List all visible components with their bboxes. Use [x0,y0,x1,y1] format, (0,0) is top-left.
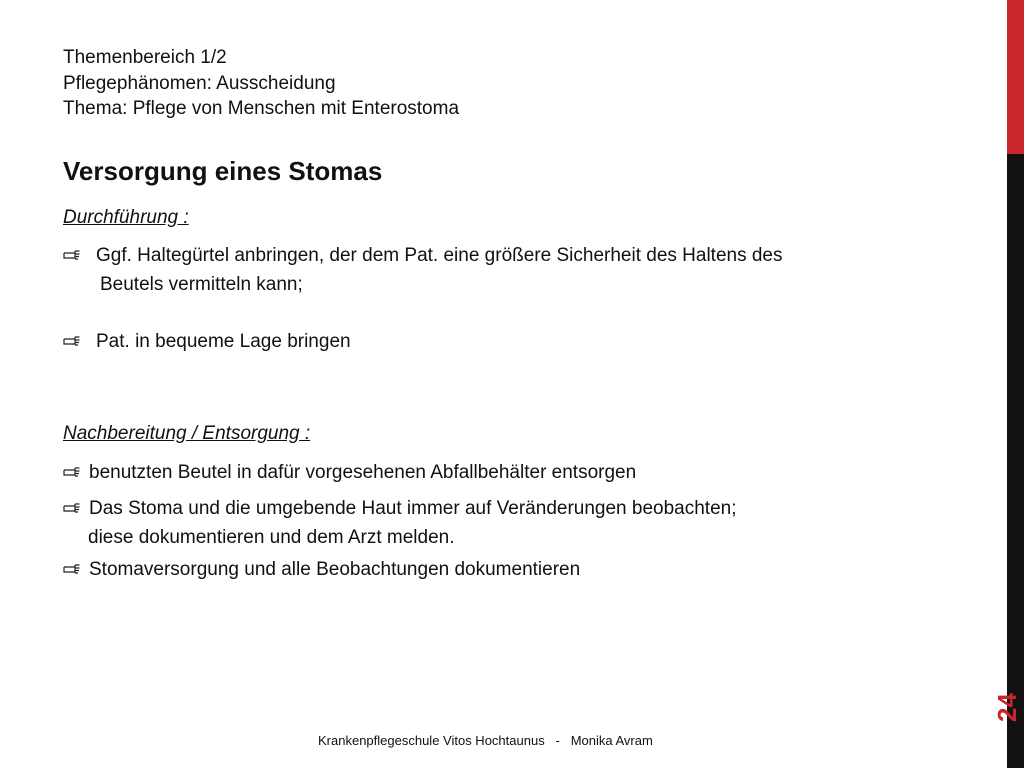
side-bar-accent [1007,0,1024,154]
header-phenomenon: Pflegephänomen: Ausscheidung [63,72,336,94]
section-label-nachbereitung: Nachbereitung / Entsorgung : [63,423,311,444]
bullet-item [63,327,351,356]
bullet-item [63,241,783,299]
bullet-text-line: Stomaversorgung und alle Beobachtungen dokumentieren [89,559,581,580]
side-bar-dark [1007,154,1024,768]
bullet-text-line: Pat. in bequeme Lage bringen [96,331,351,352]
page-number: 24 [992,693,1022,722]
bullet-text-line: Ggf. Haltegürtel anbringen, der dem Pat. eine größere Sicherheit des Haltens des [96,245,783,266]
bullet-text-line: Beutels vermitteln kann; [100,274,303,295]
bullet-item [63,494,736,552]
bullet-item [63,555,580,584]
slide-title: Versorgung eines Stomas [63,156,383,186]
bullet-text-line: diese dokumentieren und dem Arzt melden. [88,527,455,548]
header-theme: Thema: Pflege von Menschen mit Enterostoma [63,98,460,119]
bullet-text-line: Das Stoma und die umgebende Haut immer auf Veränderungen beobachten; [89,498,737,519]
slide-header [63,45,459,122]
header-topic-area: Themenbereich 1/2 [63,47,227,68]
slide-footer: Krankenpflegeschule Vitos Hochtaunus - Monika Avram [318,733,653,748]
bullet-item [63,458,636,487]
section-label-durchfuehrung: Durchführung : [63,207,189,228]
bullet-text-line: benutzten Beutel in dafür vorgesehenen Abfallbehälter entsorgen [89,462,637,483]
